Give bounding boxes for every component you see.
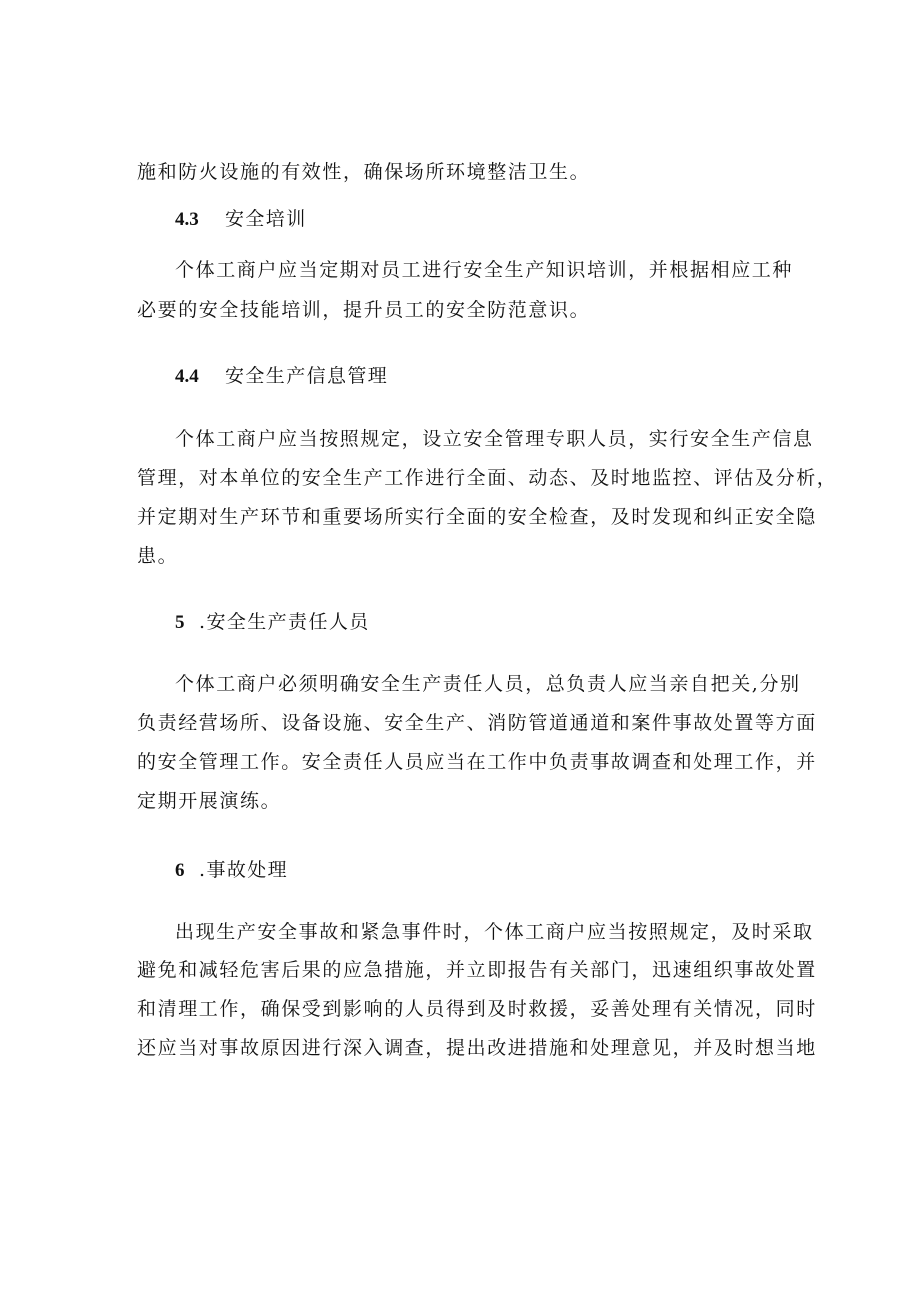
section-number: 4.4 (175, 366, 199, 387)
section-heading-5 (175, 610, 370, 635)
section-title: 安全培训 (225, 208, 307, 230)
paragraph-line: 还应当对事故原因进行深入调查，提出改进措施和处理意见，并及时想当地 (137, 1037, 817, 1059)
section-number: 5 (175, 612, 185, 633)
section-number: 4.3 (175, 209, 199, 230)
section-number: 6 (175, 860, 185, 881)
paragraph-line: 个体工商户应当按照规定，设立安全管理专职人员，实行安全生产信息 (175, 428, 814, 450)
paragraph-line: 定期开展演练。 (137, 790, 282, 812)
paragraph-line: 负责经营场所、设备设施、安全生产、消防管道通道和案件事故处置等方面 (137, 712, 817, 734)
paragraph-line: 的安全管理工作。安全责任人员应当在工作中负责事故调查和处理工作，并 (137, 751, 817, 773)
paragraph-line: 和清理工作，确保受到影响的人员得到及时救援，妥善处理有关情况，同时 (137, 998, 817, 1020)
paragraph-line: 必要的安全技能培训，提升员工的安全防范意识。 (137, 299, 591, 321)
section-title: .事故处理 (199, 859, 289, 881)
paragraph-line: 个体工商户应当定期对员工进行安全生产知识培训，并根据相应工种 (175, 259, 794, 281)
section-heading-6 (175, 858, 288, 883)
section-heading-4-3 (175, 207, 307, 232)
section-title: 安全生产信息管理 (225, 365, 389, 387)
paragraph-line: 管理，对本单位的安全生产工作进行全面、动态、及时地监控、评估及分析， (137, 467, 838, 489)
section-title: .安全生产责任人员 (199, 611, 370, 633)
paragraph-line: 个体工商户必须明确安全生产责任人员，总负责人应当亲自把关,分别 (175, 673, 801, 695)
paragraph-line: 避免和减轻危害后果的应急措施，并立即报告有关部门，迅速组织事故处置 (137, 959, 817, 981)
section-heading-4-4 (175, 364, 388, 389)
paragraph-line: 患。 (137, 545, 179, 567)
paragraph-line: 施和防火设施的有效性，确保场所环境整洁卫生。 (137, 161, 591, 183)
paragraph-line: 出现生产安全事故和紧急事件时，个体工商户应当按照规定，及时采取 (175, 921, 814, 943)
paragraph-line: 并定期对生产环节和重要场所实行全面的安全检查，及时发现和纠正安全隐 (137, 506, 817, 528)
